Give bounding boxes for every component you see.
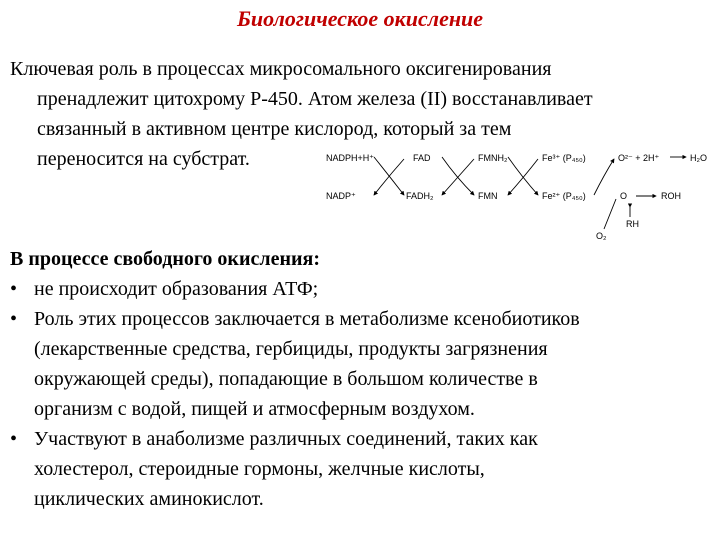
bullet-line: циклических аминокислот. xyxy=(34,488,264,510)
bullet-line: Роль этих процессов заключается в метаболизме ксенобиотиков xyxy=(34,308,580,330)
scheme-o: O xyxy=(620,191,628,201)
scheme-fe3-p450: Fe³⁺ (P₄₅₀) xyxy=(542,153,586,163)
scheme-fmn: FMN xyxy=(478,191,498,201)
bullet-line: организм с водой, пищей и атмосферным воздухом. xyxy=(34,398,475,420)
scheme-o2: O₂ xyxy=(596,231,607,241)
intro-line: переносится на субстрат. xyxy=(37,148,250,170)
bullet-dot: • xyxy=(10,308,18,330)
bullet-line: не происходит образования АТФ; xyxy=(34,278,319,300)
free-oxidation-section xyxy=(10,244,715,514)
bullet-item xyxy=(10,274,715,304)
bullet-dot: • xyxy=(10,278,18,300)
electron-transport-scheme xyxy=(318,145,718,245)
intro-line: пренадлежит цитохрому Р-450. Атом железа (II) восстанавливает xyxy=(37,88,593,110)
scheme-nadph: NADPH+H⁺ xyxy=(326,153,375,163)
intro-line: Ключевая роль в процессах микросомального оксигенирования xyxy=(10,58,552,80)
bullet-item xyxy=(10,304,715,424)
scheme-fad: FAD xyxy=(413,153,431,163)
bullet-line: окружающей среды), попадающие в большом количестве в xyxy=(34,368,538,390)
scheme-nadp: NADP⁺ xyxy=(326,191,356,201)
scheme-rh: RH xyxy=(626,219,639,229)
slide-title: Биологическое окисление xyxy=(236,6,484,31)
intro-line: связанный в активном центре кислород, который за тем xyxy=(37,118,512,140)
bullet-line: (лекарственные средства, гербициды, продукты загрязнения xyxy=(34,338,548,360)
bullet-item xyxy=(10,424,715,514)
bullet-dot: • xyxy=(10,428,18,450)
section-heading: В процессе свободного окисления: xyxy=(10,248,320,270)
bullet-line: холестерол, стероидные гормоны, желчные кислоты, xyxy=(34,458,485,480)
bullet-line: Участвуют в анаболизме различных соединений, таких как xyxy=(34,428,538,450)
scheme-o2minus-2h: O²⁻ + 2H⁺ xyxy=(618,153,660,163)
scheme-fe2-p450: Fe²⁺ (P₄₅₀) xyxy=(542,191,586,201)
scheme-h2o: H₂O xyxy=(690,153,707,163)
scheme-fadh2: FADH₂ xyxy=(406,191,434,201)
scheme-roh: ROH xyxy=(661,191,681,201)
scheme-fmnh2: FMNH₂ xyxy=(478,153,508,163)
